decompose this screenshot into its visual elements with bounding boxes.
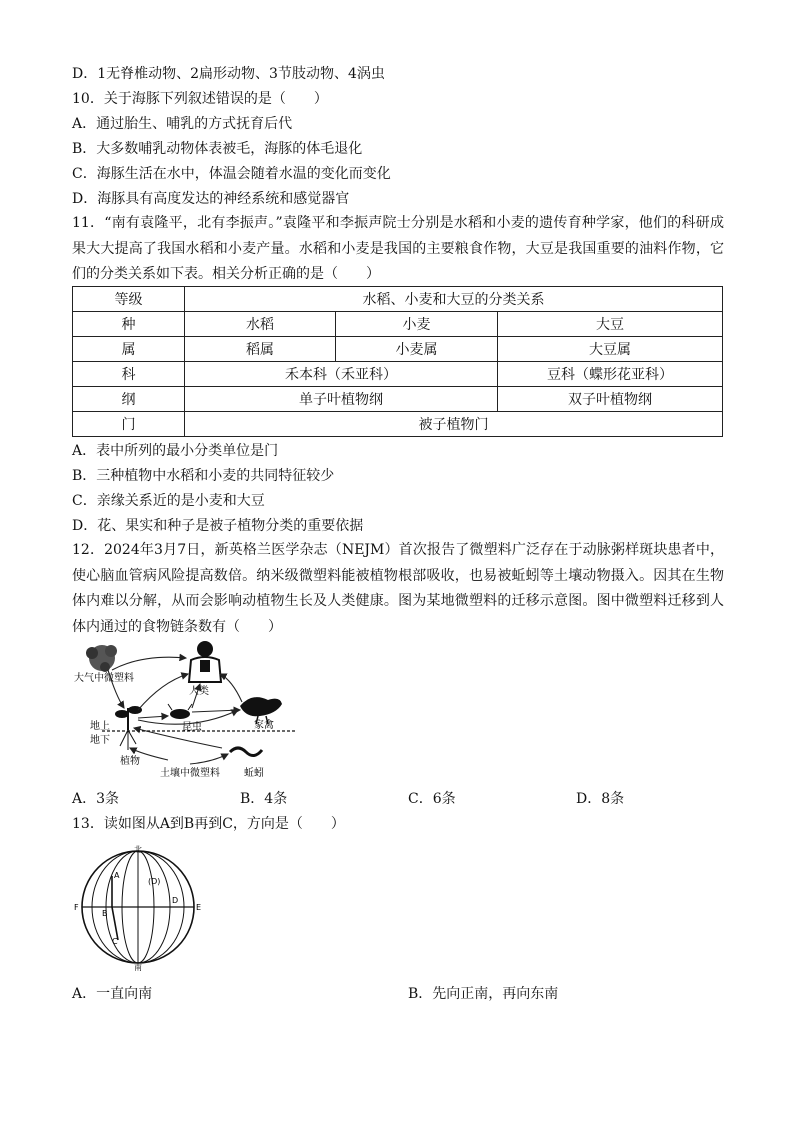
label-arc: (D) — [148, 877, 161, 886]
q12-stem: 12．2024年3月7日，新英格兰医学杂志（NEJM）首次报告了微塑料广泛存在于动脉粥样斑块患者中，使心脑血管病风险提高数倍。纳米级微塑料能被植物根部吸收，也易被蚯蚓等土壤动物摄入。因其在生物体内难以分解，从而会影响动植物生长及人类健康。图为某地微塑料的迁移示意图。图中微塑料迁移到人体内通过的食物链条数有（ ） — [72, 542, 724, 635]
table-cell: 双子叶植物纲 — [498, 387, 723, 412]
classification-table — [72, 286, 723, 437]
microplastic-migration-figure — [72, 640, 302, 782]
plant-icon — [115, 706, 142, 750]
label-b: B — [102, 909, 108, 918]
table-row — [73, 337, 723, 362]
q9-option-d: D．1无脊椎动物、2扁形动物、3节肢动物、4涡虫 — [72, 66, 385, 82]
table-cell: 禾本科（禾亚科） — [185, 362, 498, 387]
table-row — [73, 362, 723, 387]
table-cell-level: 科 — [73, 362, 185, 387]
label-worm: 蚯蚓 — [244, 768, 264, 779]
table-cell: 水稻 — [185, 312, 336, 337]
label-plant: 植物 — [120, 756, 140, 767]
q12-option-d: D．8条 — [576, 791, 625, 807]
label-south: 南 — [134, 963, 142, 972]
human-icon — [189, 641, 221, 682]
table-cell: 小麦 — [336, 312, 498, 337]
q10-stem: 10．关于海豚下列叙述错误的是（ ） — [72, 91, 328, 107]
q13-option-b: B．先向正南，再向东南 — [408, 986, 559, 1002]
route-abc — [112, 876, 118, 940]
q10-option-c: C．海豚生活在水中，体温会随着水温的变化而变化 — [72, 166, 391, 182]
q13-stem: 13．读如图从A到B再到C，方向是（ ） — [72, 816, 345, 832]
label-soil-microplastic: 土壤中微塑料 — [160, 768, 220, 779]
label-e: E — [196, 903, 202, 912]
table-cell: 被子植物门 — [185, 412, 723, 437]
q11-option-a: A．表中所列的最小分类单位是门 — [72, 443, 279, 459]
label-d: D — [172, 896, 179, 905]
q10-option-d: D．海豚具有高度发达的神经系统和感觉器官 — [72, 191, 350, 207]
table-row — [73, 312, 723, 337]
q12-option-b: B．4条 — [240, 791, 288, 807]
q12-option-a: A．3条 — [72, 791, 120, 807]
q12-option-c: C．6条 — [408, 791, 456, 807]
table-header-relation: 水稻、小麦和大豆的分类关系 — [185, 287, 723, 312]
table-cell-level: 属 — [73, 337, 185, 362]
label-c: C — [112, 937, 118, 946]
label-air-microplastic: 大气中微塑料 — [74, 673, 134, 684]
q10-option-b: B．大多数哺乳动物体表被毛，海豚的体毛退化 — [72, 141, 363, 157]
q11-option-b: B．三种植物中水稻和小麦的共同特征较少 — [72, 468, 335, 484]
q11-option-d: D．花、果实和种子是被子植物分类的重要依据 — [72, 518, 364, 534]
q11-option-c: C．亲缘关系近的是小麦和大豆 — [72, 493, 265, 509]
table-cell-level: 门 — [73, 412, 185, 437]
table-header-level: 等级 — [73, 287, 185, 312]
table-cell-level: 种 — [73, 312, 185, 337]
table-cell: 大豆 — [498, 312, 723, 337]
label-poultry: 家禽 — [254, 720, 274, 731]
globe-grid-figure — [72, 842, 212, 972]
label-underground: 地下 — [90, 735, 110, 746]
table-cell: 大豆属 — [498, 337, 723, 362]
label-north: 北 — [134, 845, 142, 854]
label-f: F — [74, 903, 79, 912]
table-cell: 小麦属 — [336, 337, 498, 362]
table-cell: 单子叶植物纲 — [185, 387, 498, 412]
table-row — [73, 387, 723, 412]
q13-option-a: A．一直向南 — [72, 986, 153, 1002]
insect-icon — [168, 704, 192, 719]
table-cell: 豆科（蝶形花亚科） — [498, 362, 723, 387]
q11-stem: 11．“南有袁隆平，北有李振声。”袁隆平和李振声院士分别是水稻和小麦的遗传育种学家，他们的科研成果大大提高了我国水稻和小麦产量。水稻和小麦是我国的主要粮食作物，大豆是我国重要的油料作物，它们的分类关系如下表。相关分析正确的是（ ） — [72, 215, 724, 282]
label-insect: 昆虫 — [182, 722, 202, 733]
table-cell: 稻属 — [185, 337, 336, 362]
table-cell-level: 纲 — [73, 387, 185, 412]
label-a: A — [114, 871, 120, 880]
table-row — [73, 412, 723, 437]
worm-icon — [230, 748, 262, 756]
q10-option-a: A．通过胎生、哺乳的方式抚育后代 — [72, 116, 293, 132]
label-ground: 地上 — [90, 721, 110, 732]
label-human: 人类 — [189, 686, 209, 697]
air-microplastic-cloud-icon — [86, 645, 117, 672]
